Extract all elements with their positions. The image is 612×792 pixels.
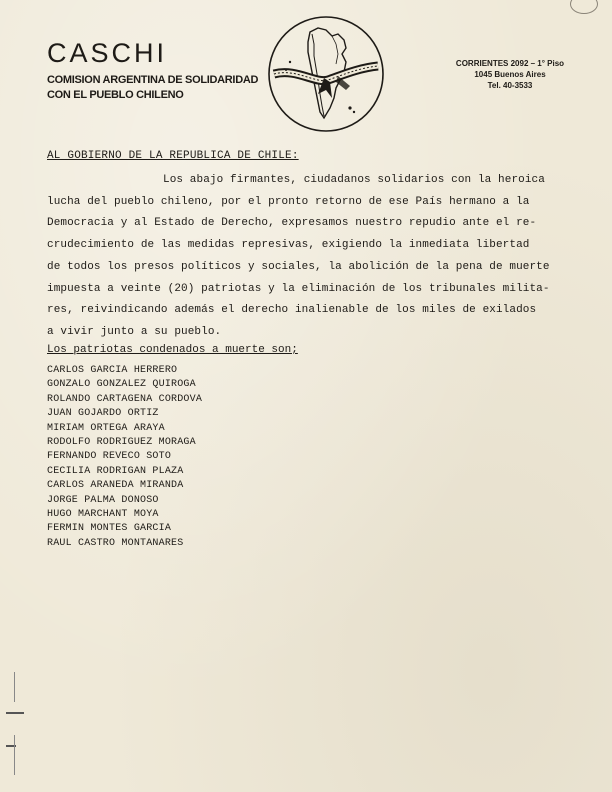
body-line: a vivir junto a su pueblo. — [47, 325, 222, 338]
body-line: impuesta a veinte (20) patriotas y la eliminación de los tribunales milita- — [47, 282, 550, 295]
list-item: FERMIN MONTES GARCIA — [47, 523, 172, 535]
condemned-list — [47, 364, 202, 551]
salutation: AL GOBIERNO DE LA REPUBLICA DE CHILE: — [47, 150, 299, 162]
letter-body — [47, 170, 587, 344]
map-of-chile-with-flag-sash-icon — [266, 14, 386, 134]
body-line: Los abajo firmantes, ciudadanos solidarios con la heroica — [163, 174, 545, 186]
address-block — [440, 58, 580, 91]
list-item: CARLOS GARCIA HERRERO — [47, 365, 178, 376]
list-item: JUAN GOJARDO ORTIZ — [47, 408, 159, 420]
org-subtitle-line1: COMISION ARGENTINA DE SOLIDARIDAD — [47, 74, 259, 86]
list-item: JORGE PALMA DONOSO — [47, 494, 159, 506]
body-line: Democracia y al Estado de Derecho, expresamos nuestro repudio ante el re- — [47, 217, 537, 230]
margin-mark — [14, 672, 15, 702]
body-line: lucha del pueblo chileno, por el pronto retorno de ese País hermano a la — [47, 195, 530, 208]
list-item: RODOLFO RODRIGUEZ MORAGA — [47, 437, 196, 449]
org-subtitle-line2: CON EL PUEBLO CHILENO — [47, 89, 184, 101]
address-postal: 1045 Buenos Aires — [474, 70, 546, 79]
list-item: CARLOS ARANEDA MIRANDA — [47, 480, 184, 492]
list-item: MIRIAM ORTEGA ARAYA — [47, 422, 165, 434]
body-line: de todos los presos políticos y sociales, la abolición de la pena de muerte — [47, 260, 550, 273]
list-item: HUGO MARCHANT MOYA — [47, 509, 159, 521]
address-phone: Tel. 40-3533 — [487, 81, 533, 90]
org-name: CASCHI — [47, 38, 168, 68]
margin-mark — [6, 712, 24, 714]
list-item: RAUL CASTRO MONTANARES — [47, 537, 184, 549]
list-item: CECILIA RODRIGAN PLAZA — [47, 465, 184, 477]
body-line: crudecimiento de las medidas represivas, exigiendo la inmediata libertad — [47, 239, 530, 252]
margin-mark — [14, 735, 15, 775]
corner-pencil-mark — [570, 0, 598, 14]
list-item: ROLANDO CARTAGENA CORDOVA — [47, 393, 203, 405]
list-item: FERNANDO REVECO SOTO — [47, 451, 172, 463]
condemned-list-heading: Los patriotas condenados a muerte son; — [47, 344, 298, 356]
list-item: GONZALO GONZALEZ QUIROGA — [47, 379, 196, 391]
address-street: CORRIENTES 2092 – 1° Piso — [455, 59, 565, 68]
body-line: res, reivindicando además el derecho inalienable de los miles de exilados — [47, 304, 537, 317]
